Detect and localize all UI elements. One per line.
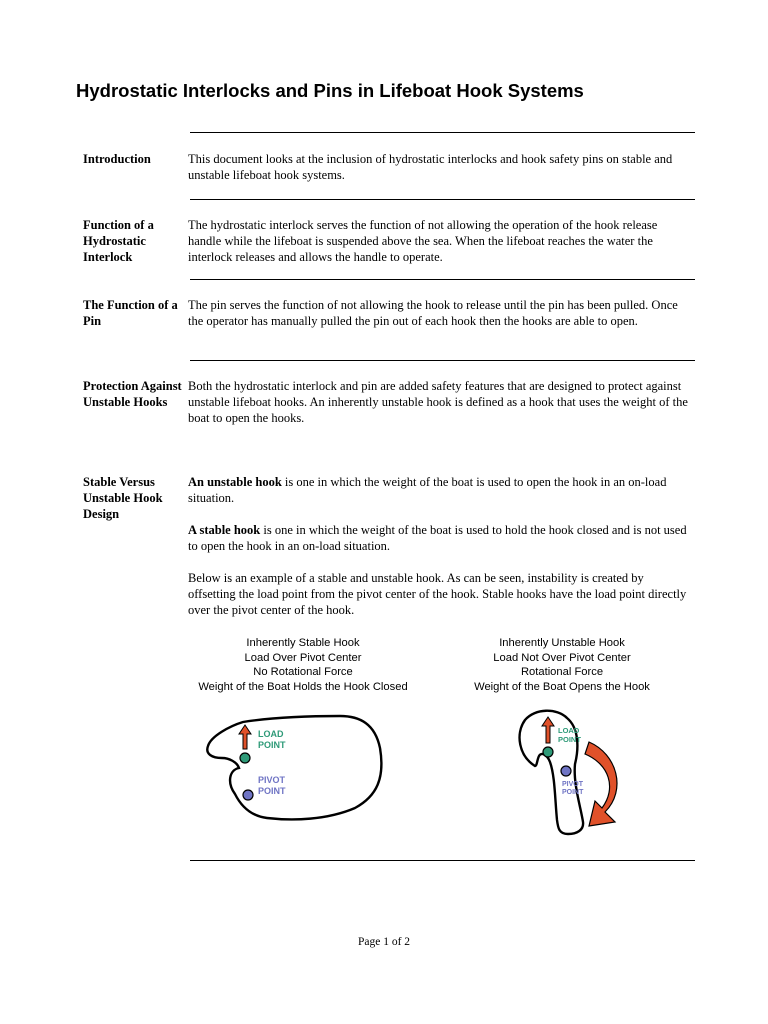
unstable-hook-text: is one in which the weight of the boat is used to open the hook in an on-load situation.	[188, 475, 667, 505]
unstable-hook-diagram	[505, 704, 635, 844]
stable-hook-text: is one in which the weight of the boat is used to hold the hook closed and is not used to open the hook in an on-load situation.	[188, 523, 687, 553]
pivot-point-label-line: PIVOT	[258, 775, 286, 785]
section-body-stable-vs-unstable	[188, 474, 693, 634]
example-paragraph: Below is an example of a stable and unstable hook. As can be seen, instability is created by offsetting the load point from the pivot center of the hook. Stable hooks have the load point directly over the pivot center of the hook.	[188, 571, 687, 617]
page-title: Hydrostatic Interlocks and Pins in Lifeboat Hook Systems	[76, 80, 584, 101]
caption-line: Rotational Force	[520, 666, 604, 679]
caption-line: Inherently Unstable Hook	[499, 637, 625, 649]
pivot-point-label-line: POINT	[258, 786, 286, 796]
load-point-dot	[240, 753, 250, 763]
caption-line: No Rotational Force	[253, 666, 353, 679]
section-text-protection: Both the hydrostatic interlock and pin are added safety features that are designed to protect against unstable lifeboat hooks. An inherently unstable hook is defined as a hook that uses the weight of the boat to open the hooks.	[188, 379, 688, 425]
section-text-function-of-pin: The pin serves the function of not allowing the hook to release until the pin has been pulled. Once the operator has manually pulled the pin out of each hook then the hooks are able to open.	[188, 298, 678, 328]
caption-line: Inherently Stable Hook	[246, 637, 360, 649]
section-label-protection: Protection Against Unstable Hooks	[83, 379, 182, 409]
caption-line: Load Over Pivot Center	[244, 651, 362, 664]
load-point-label-line: POINT	[258, 740, 286, 750]
pivot-point-dot	[561, 766, 571, 776]
section-text-hydrostatic-interlock: The hydrostatic interlock serves the function of not allowing the operation of the hook release handle while the lifeboat is suspended above the sea. When the lifeboat reaches the water the interlock releases and allows the handle to operate.	[188, 218, 658, 264]
section-label-hydrostatic-interlock: Function of a Hydrostatic Interlock	[83, 218, 154, 264]
section-text-introduction: This document looks at the inclusion of hydrostatic interlocks and hook safety pins on stable and unstable lifeboat hook systems.	[188, 152, 673, 182]
caption-line: Load Not Over Pivot Center	[493, 651, 631, 664]
stable-hook-outline	[207, 716, 381, 819]
caption-line: Weight of the Boat Holds the Hook Closed	[198, 680, 408, 693]
stable-hook-diagram	[195, 708, 395, 828]
divider	[190, 199, 695, 200]
section-label-introduction: Introduction	[83, 152, 151, 166]
stable-hook-definition	[188, 522, 693, 554]
rotation-arrow-icon	[585, 742, 617, 826]
divider	[190, 279, 695, 280]
page-number: Page 1 of 2	[357, 936, 411, 948]
unstable-hook-caption	[422, 636, 702, 694]
section-label-function-of-pin: The Function of a Pin	[83, 298, 178, 328]
stable-hook-caption	[163, 636, 443, 694]
divider	[190, 360, 695, 361]
pivot-point-label-line: POINT	[562, 789, 584, 796]
divider	[190, 860, 695, 861]
load-point-label-line: LOAD	[558, 726, 580, 735]
load-point-label-line: LOAD	[258, 729, 284, 739]
section-label-stable-vs-unstable: Stable Versus Unstable Hook Design	[83, 475, 163, 521]
divider	[190, 132, 695, 133]
unstable-hook-term: An unstable hook	[188, 475, 282, 489]
pivot-point-label-line: PIVOT	[562, 781, 584, 788]
load-point-dot	[543, 747, 553, 757]
unstable-hook-definition	[188, 474, 693, 506]
load-point-label-line: POINT	[558, 735, 581, 744]
stable-hook-term: A stable hook	[188, 523, 261, 537]
caption-line: Weight of the Boat Opens the Hook	[474, 680, 650, 693]
pivot-point-dot	[243, 790, 253, 800]
